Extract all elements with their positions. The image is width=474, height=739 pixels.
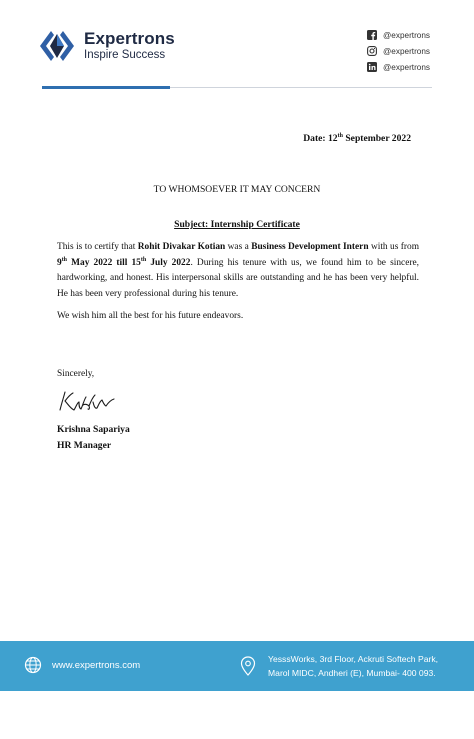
social-links [367,27,430,75]
header-divider [170,87,432,88]
closing-line: Sincerely, [57,369,95,379]
linkedin-handle: @expertrons [383,62,430,72]
website-link[interactable]: www.expertrons.com [52,660,141,671]
linkedin-icon [367,62,377,72]
letter-body [57,240,419,332]
recipient-line: TO WHOMSOEVER IT MAY CONCERN [153,184,321,195]
handwritten-signature [56,388,116,416]
social-facebook[interactable] [367,27,430,43]
letter-subject: Subject: Internship Certificate [174,219,300,230]
signer-name: Krishna Sapariya [57,424,130,435]
intern-name: Rohit Divakar Kotian [137,242,226,252]
address-line-1: YesssWorks, 3rd Floor, Ackruti Softech Park, [268,654,439,664]
intern-role: Business Development Intern [251,242,369,252]
letter-footer [0,641,474,691]
social-linkedin[interactable] [367,59,430,75]
internship-period: 9th May 2022 till 15th July 2022 [57,256,191,268]
header-accent-rule [42,86,170,89]
facebook-icon [367,30,377,40]
page-bottom-margin [0,691,474,739]
instagram-handle: @expertrons [383,46,430,56]
company-logo [40,30,175,62]
logo-mark-icon [40,31,74,61]
brand-tagline: Inspire Success [84,49,166,61]
social-instagram[interactable] [367,43,430,59]
globe-icon [24,656,42,674]
body-paragraph-1: This is to certify that Rohit Divakar Kotian was a Business Development Intern with us from 9th May 2022 till 15th July 2022. During his tenure with us, we found him to be sincere, hardworking, and honest. His interpersonal skills are outstanding and he has been very helpful. He has been very professional during his tenure. [57,242,419,299]
brand-name: Expertrons [84,29,175,48]
letterhead [0,0,474,92]
location-pin-icon [240,656,256,676]
address-line-2: Marol MIDC, Andheri (E), Mumbai- 400 093. [268,668,436,678]
letter-date: Date: 12th September 2022 [303,132,411,144]
facebook-handle: @expertrons [383,30,430,40]
instagram-icon [367,46,377,56]
body-paragraph-2: We wish him all the best for his future endeavors. [57,311,244,321]
office-address [268,652,464,680]
signer-title: HR Manager [57,440,112,451]
